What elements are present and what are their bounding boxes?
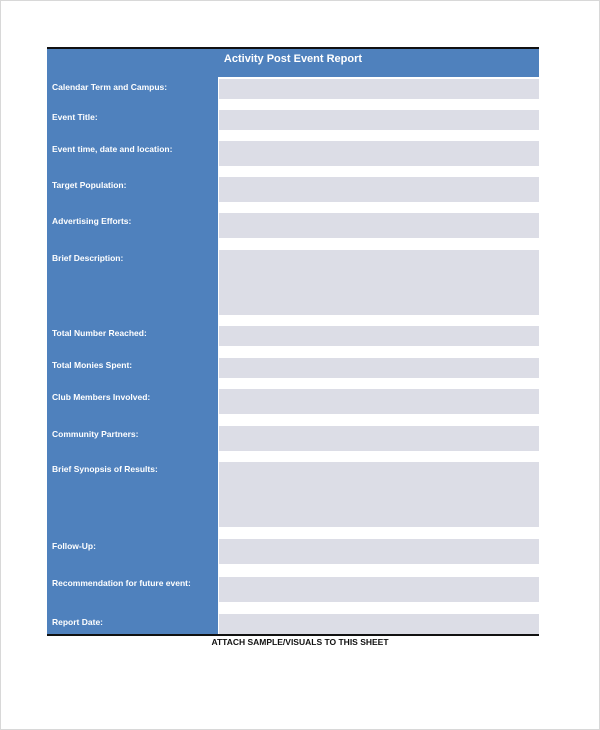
field-label-total-number-reached: Total Number Reached: (52, 328, 147, 338)
field-input-calendar-term-and-campus[interactable] (219, 79, 539, 99)
field-label-target-population: Target Population: (52, 180, 127, 190)
field-label-event-title: Event Title: (52, 112, 98, 122)
field-input-report-date[interactable] (219, 614, 539, 634)
field-input-recommendation-for-future-event[interactable] (219, 577, 539, 602)
field-label-event-time-date-and-location: Event time, date and location: (52, 144, 173, 154)
field-input-follow-up[interactable] (219, 539, 539, 564)
field-label-brief-description: Brief Description: (52, 253, 124, 263)
field-input-target-population[interactable] (219, 177, 539, 202)
field-input-brief-description[interactable] (219, 250, 539, 315)
field-label-brief-synopsis-of-results: Brief Synopsis of Results: (52, 464, 158, 474)
field-input-event-title[interactable] (219, 110, 539, 130)
field-label-club-members-involved: Club Members Involved: (52, 392, 151, 402)
report-title: Activity Post Event Report (47, 49, 539, 77)
field-input-total-monies-spent[interactable] (219, 358, 539, 378)
bottom-rule (47, 634, 539, 636)
field-label-recommendation-for-future-event: Recommendation for future event: (52, 578, 191, 588)
field-input-event-time-date-and-location[interactable] (219, 141, 539, 166)
field-input-brief-synopsis-of-results[interactable] (219, 462, 539, 527)
footer-note: ATTACH SAMPLE/VISUALS TO THIS SHEET (211, 637, 389, 647)
field-input-advertising-efforts[interactable] (219, 213, 539, 238)
field-label-advertising-efforts: Advertising Efforts: (52, 216, 132, 226)
label-column (47, 77, 218, 635)
field-input-community-partners[interactable] (219, 426, 539, 451)
field-label-community-partners: Community Partners: (52, 429, 139, 439)
field-label-total-monies-spent: Total Monies Spent: (52, 360, 133, 370)
field-input-club-members-involved[interactable] (219, 389, 539, 414)
field-label-follow-up: Follow-Up: (52, 541, 96, 551)
field-input-total-number-reached[interactable] (219, 326, 539, 346)
field-label-report-date: Report Date: (52, 617, 104, 627)
field-label-calendar-term-and-campus: Calendar Term and Campus: (52, 82, 168, 92)
